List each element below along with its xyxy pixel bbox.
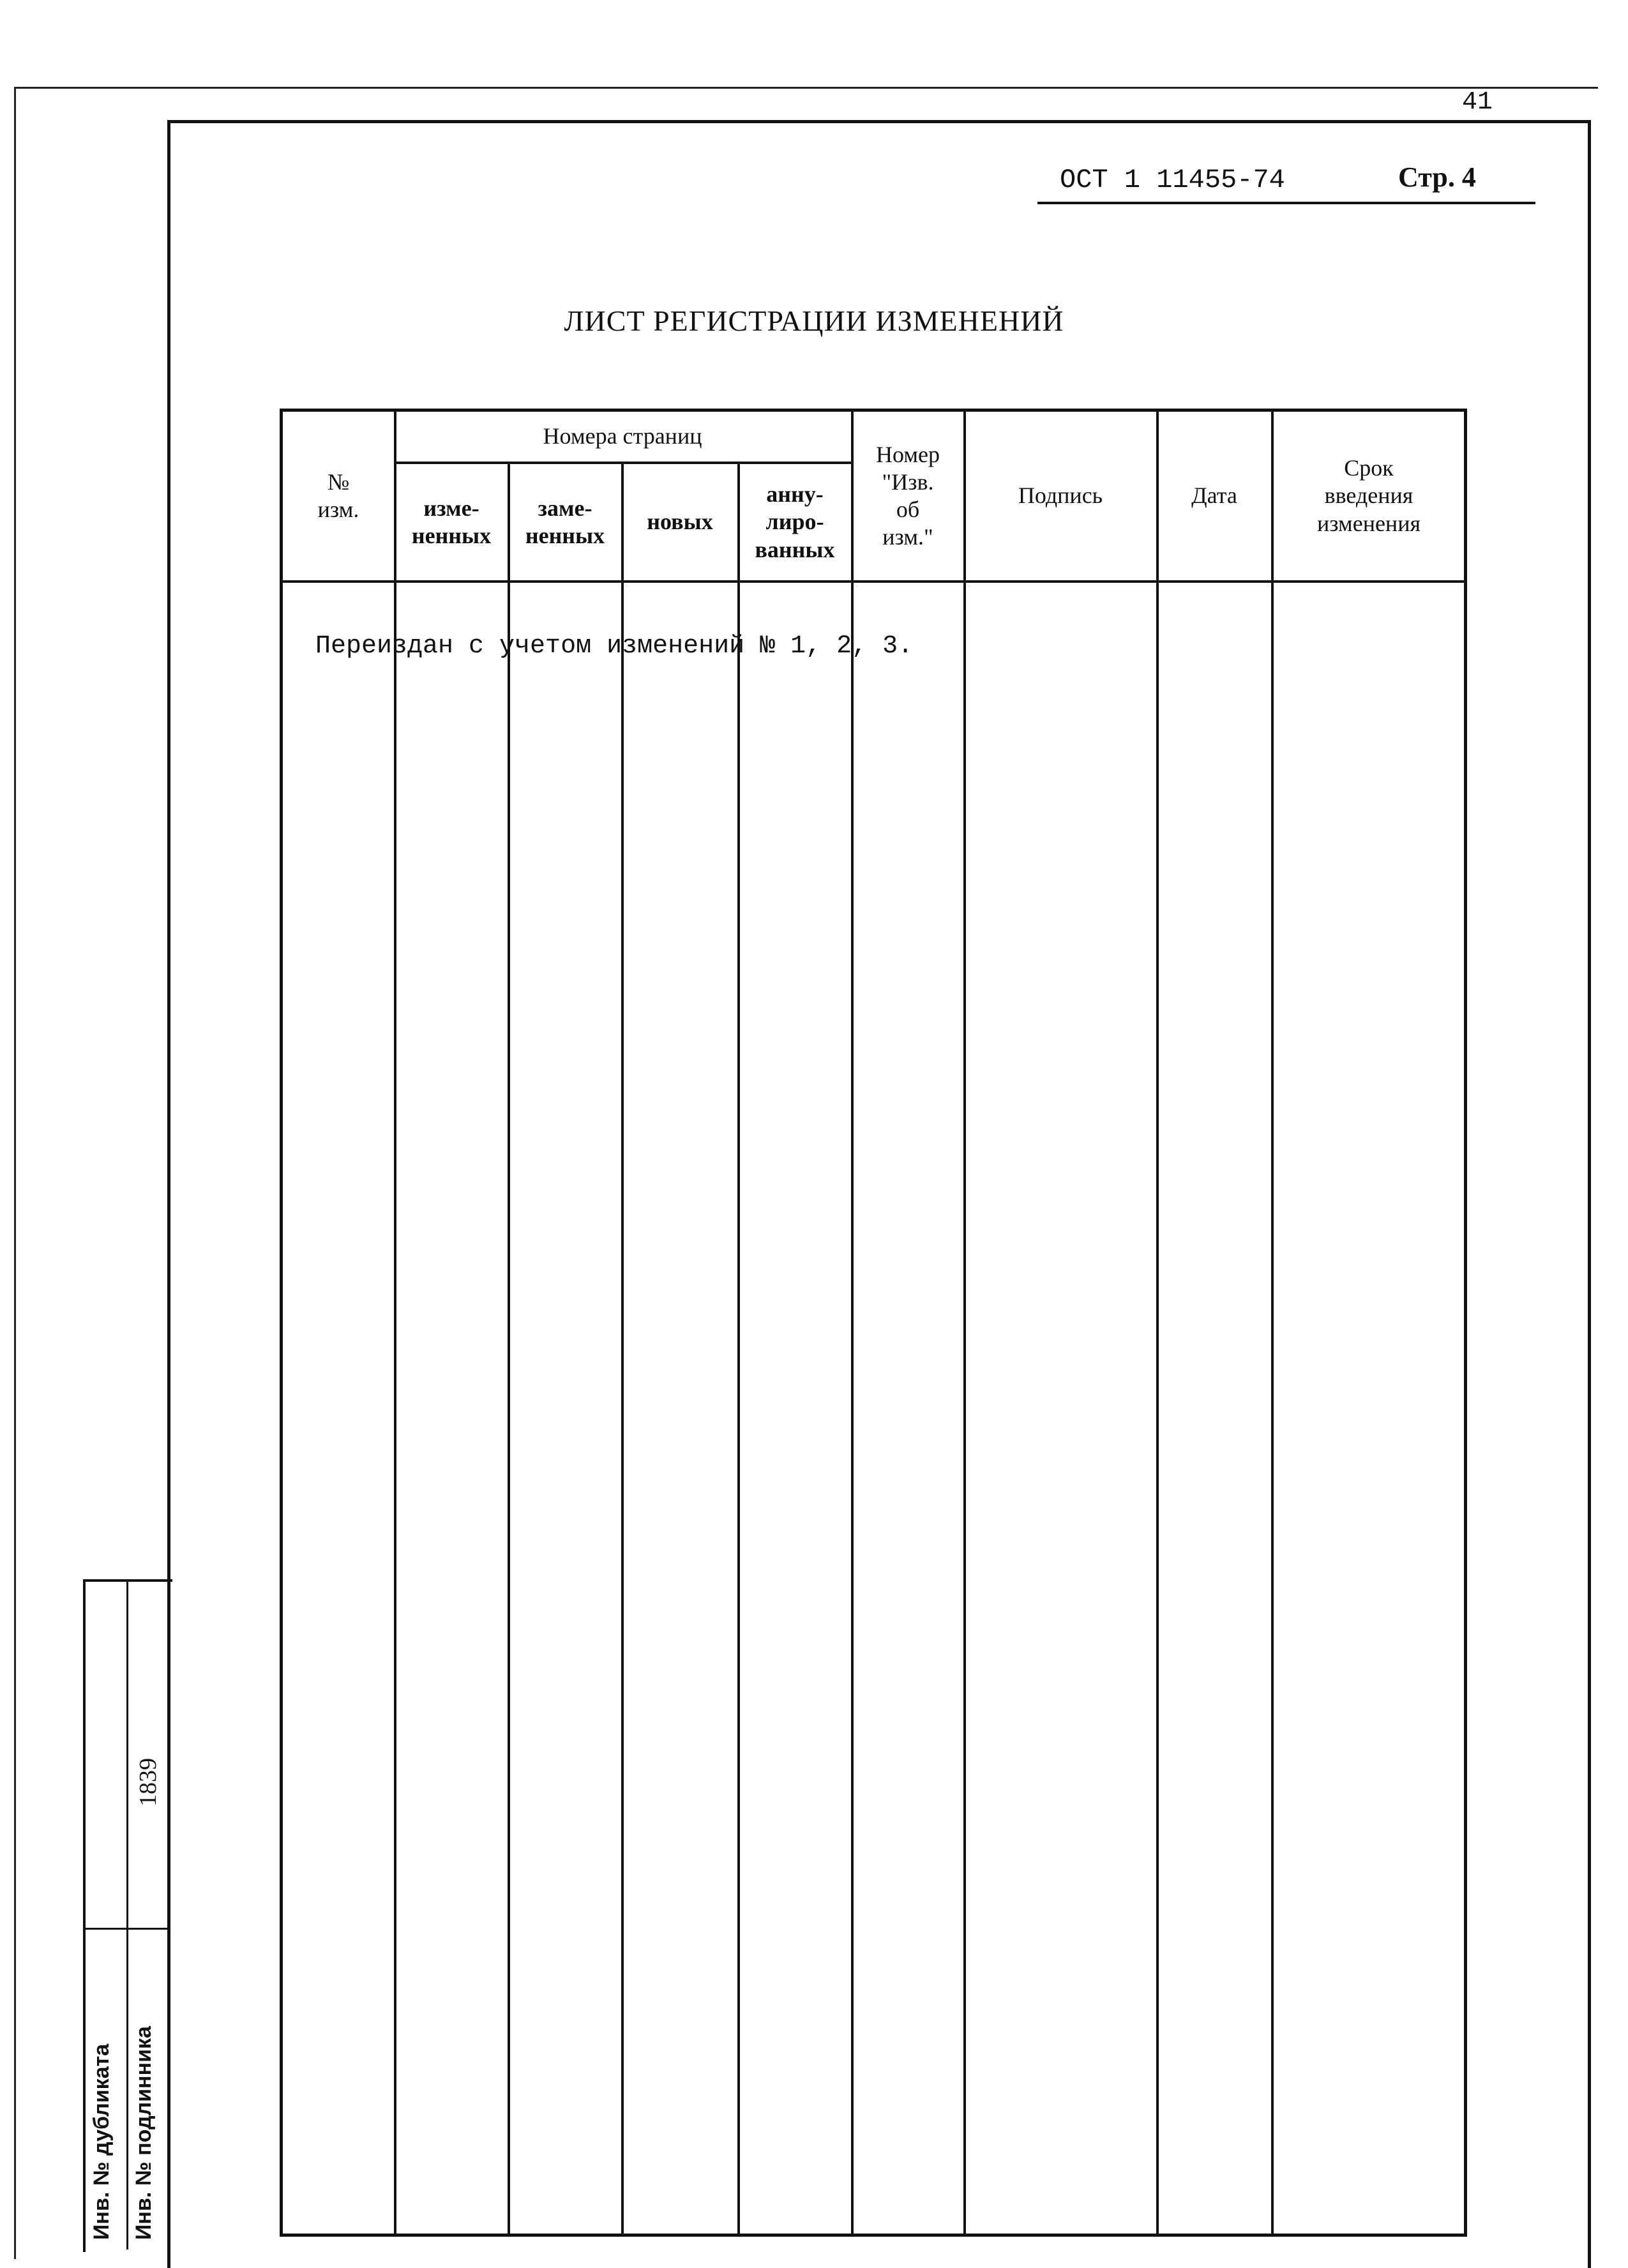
- col-divider: [508, 463, 510, 2235]
- header-date: Дата: [1191, 483, 1237, 509]
- header-notice-number: Номер "Изв. об изм.": [875, 441, 940, 550]
- side-stamp-row-divider: [83, 1928, 170, 1930]
- header-changed: изме- ненных: [411, 495, 492, 548]
- header-signature: Подпись: [1018, 483, 1103, 509]
- page-label: Стр. 4: [1398, 161, 1476, 193]
- col-divider: [1156, 412, 1159, 2235]
- original-inventory-number: 1839: [135, 1758, 162, 1806]
- header-annulled: анну- лиро- ванных: [755, 481, 835, 562]
- sheet-number: 41: [1462, 88, 1493, 117]
- col-divider: [963, 412, 966, 2235]
- header-new: новых: [647, 509, 713, 535]
- header-page-numbers: Номера страниц: [543, 423, 702, 449]
- page-title-text: ЛИСТ РЕГИСТРАЦИИ ИЗМЕНЕНИЙ: [564, 304, 1064, 337]
- header-change-no: № изм.: [317, 469, 359, 522]
- reissue-note: Переиздан с учетом изменений № 1, 2, 3.: [315, 632, 914, 661]
- col-divider: [737, 463, 740, 2235]
- page-title: [0, 304, 1628, 338]
- header-replaced: заме- ненных: [525, 495, 605, 548]
- col-divider: [394, 412, 396, 2235]
- col-divider: [851, 412, 854, 2235]
- header-bottom-divider: [283, 580, 1465, 583]
- side-stamp-divider: [126, 1579, 128, 2249]
- standard-designation: ОСТ 1 11455-74: [1060, 165, 1285, 195]
- change-registration-table: [280, 409, 1467, 2237]
- col-divider: [1271, 412, 1274, 2235]
- duplicate-inventory-label: Инв. № дубликата: [89, 2043, 114, 2240]
- header-underline: [1037, 202, 1535, 204]
- header-effective-term: Срок введения изменения: [1316, 455, 1421, 536]
- col-divider: [621, 463, 624, 2235]
- original-inventory-label: Инв. № подлинника: [132, 2026, 156, 2240]
